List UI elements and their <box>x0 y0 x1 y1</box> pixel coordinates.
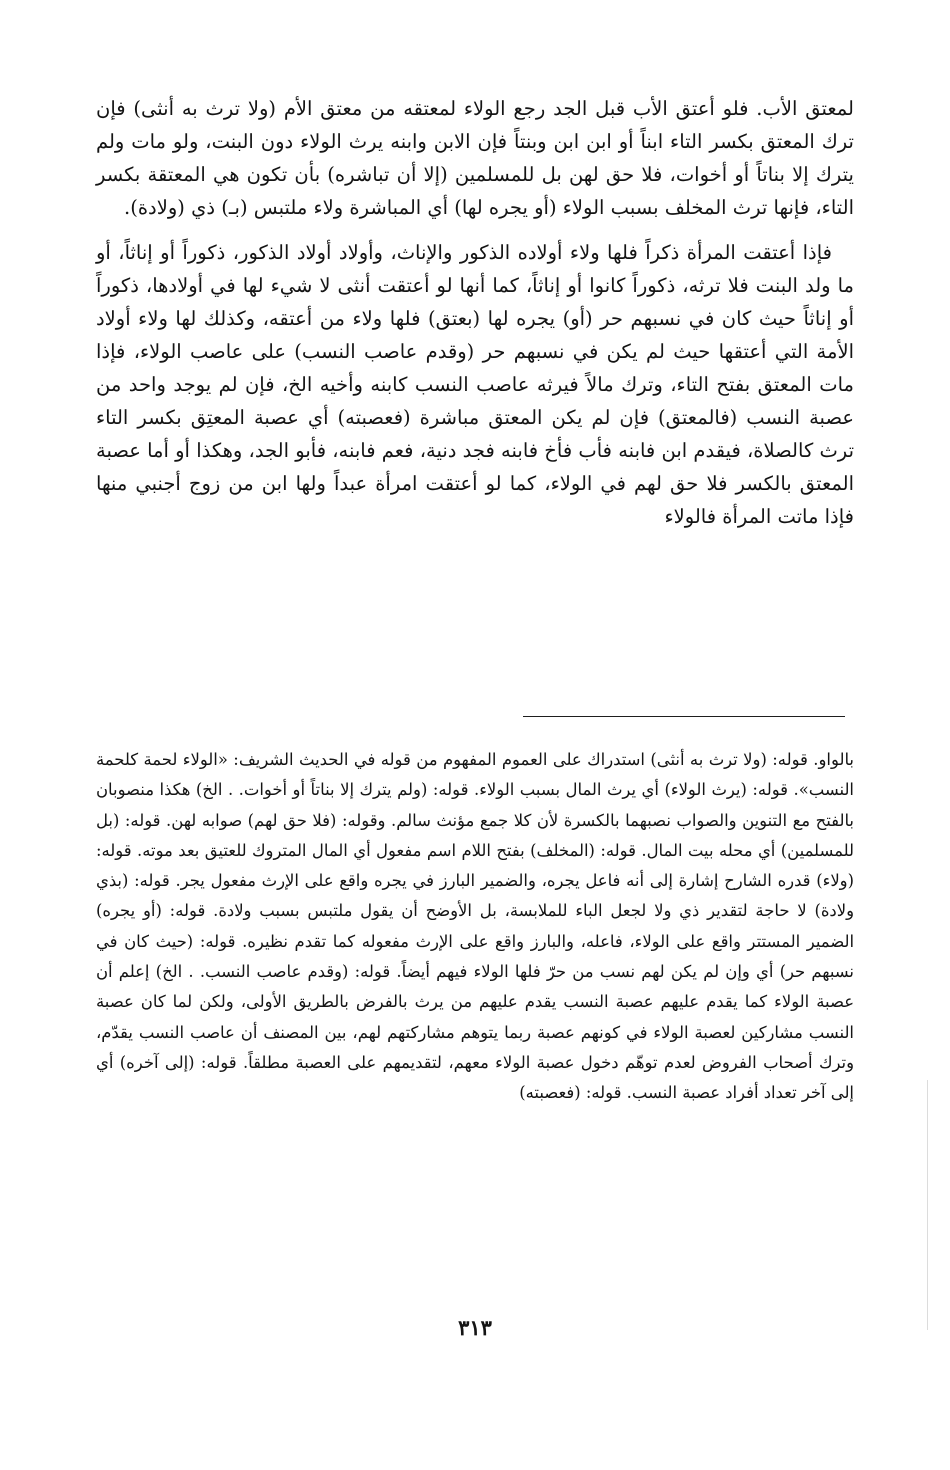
footnote-divider <box>523 716 845 717</box>
page-number: ٣١٣ <box>458 1315 492 1340</box>
main-paragraph-2: فإذا أعتقت المرأة ذكراً فلها ولاء أولاده الذكور والإناث، وأولاد أولاد الذكور، ذكوراً أو إناثاً، أو ما ولد البنت فلا ترثه، ذكوراً كانوا أو إناثاً، كما أنها لو أعتقت أنثى لا شيء لها في أولادها، ذكوراً أو إناثاً حيث كان في نسبهم حر (أو) يجره لها (بعتق) فلها ولاء من أعتقه، وكذلك لها ولاء أولاد الأمة التي أعتقها حيث لم يكن في نسبهم حر (وقدم عاصب النسب) على عاصب الولاء، فإذا مات المعتق بفتح التاء، وترك مالاً فيرثه عاصب النسب كابنه وأخيه الخ، فإن لم يوجد واحد من عصبة النسب (فالمعتق) فإن لم يكن المعتق مباشرة (فعصبته) أي عصبة المعتِق بكسر التاء ترث كالصلاة، فيقدم ابن فابنه فأب فأخ فابنه فجد دنية، فعم فابنه، فأبو الجد، وهكذا أو أما عصبة المعتق بالكسر فلا حق لهم في الولاء، كما لو أعتقت امرأة عبداً ولها ابن من زوج أجنبي منها فإذا ماتت المرأة فالولاء <box>96 241 854 528</box>
page-edge-line <box>927 1080 928 1330</box>
footnotes-section <box>96 745 854 1109</box>
main-paragraph-1: لمعتق الأب. فلو أعتق الأب قبل الجد رجع الولاء لمعتقه من معتق الأم (ولا ترث به أنثى) فإن ترك المعتق بكسر التاء ابناً أو ابن ابن وبنتاً فإن الابن وابنه يرث الولاء دون البنت، ولو مات ولم يترك إلا بناتاً أو أخوات، فلا حق لهن بل للمسلمين (إلا أن تباشره) بأن تكون هي المعتقة بكسر التاء، فإنها ترث المخلف بسبب الولاء (أو يجره لها) أي المباشرة ولاء ملتبس (بـ) ذي (ولادة). <box>96 97 854 219</box>
main-text-body <box>96 92 854 533</box>
footnote-text: بالواو. قوله: (ولا ترث به أنثى) استدراك على العموم المفهوم من قوله في الحديث الشريف: «الولاء لحمة كلحمة النسب». قوله: (يرث الولاء) أي يرث المال بسبب الولاء. قوله: (ولم يترك إلا بناتاً أو أخوات. . الخ) هكذا منصوبان بالفتح مع التنوين والصواب نصبهما بالكسرة لأن كلا جمع مؤنث سالم. وقوله: (فلا حق لهم) صوابه لهن. قوله: (بل للمسلمين) أي محله بيت المال. قوله: (المخلف) بفتح اللام اسم مفعول أي المال المتروك للعتيق بعد موته. قوله: (ولاء) قدره الشارح إشارة إلى أنه فاعل يجره، والضمير البارز في يجره واقع على الإرث مفعول يجر. قوله: (بذي ولادة) لا حاجة لتقدير ذي ولا لجعل الباء للملابسة، بل الأوضح أن يقول ملتبس بسبب ولادة. قوله: (أو يجره) الضمير المستتر واقع على الولاء، فاعله، والبارز واقع على الإرث مفعوله كما تقدم نظيره. قوله: (حيث كان في نسبهم حر) أي وإن لم يكن لهم نسب من حرّ فلها الولاء فيهم أيضاً. قوله: (وقدم عاصب النسب. . الخ) إعلم أن عصبة الولاء كما يقدم عليهم عصبة النسب يقدم عليهم من يرث بالفرض بالطريق الأولى، ولكن لما كان عصبة النسب مشاركين لعصبة الولاء في كونهم عصبة ربما يتوهم مشاركتهم لهم، بين المصنف أن عاصب النسب يقدّم، وترك أصحاب الفروض لعدم توهّم دخول عصبة الولاء معهم، لتقديمهم على العصبة مطلقاً. قوله: (إلى آخره) أي إلى آخر تعداد أفراد عصبة النسب. قوله: (فعصبته) <box>96 750 854 1103</box>
